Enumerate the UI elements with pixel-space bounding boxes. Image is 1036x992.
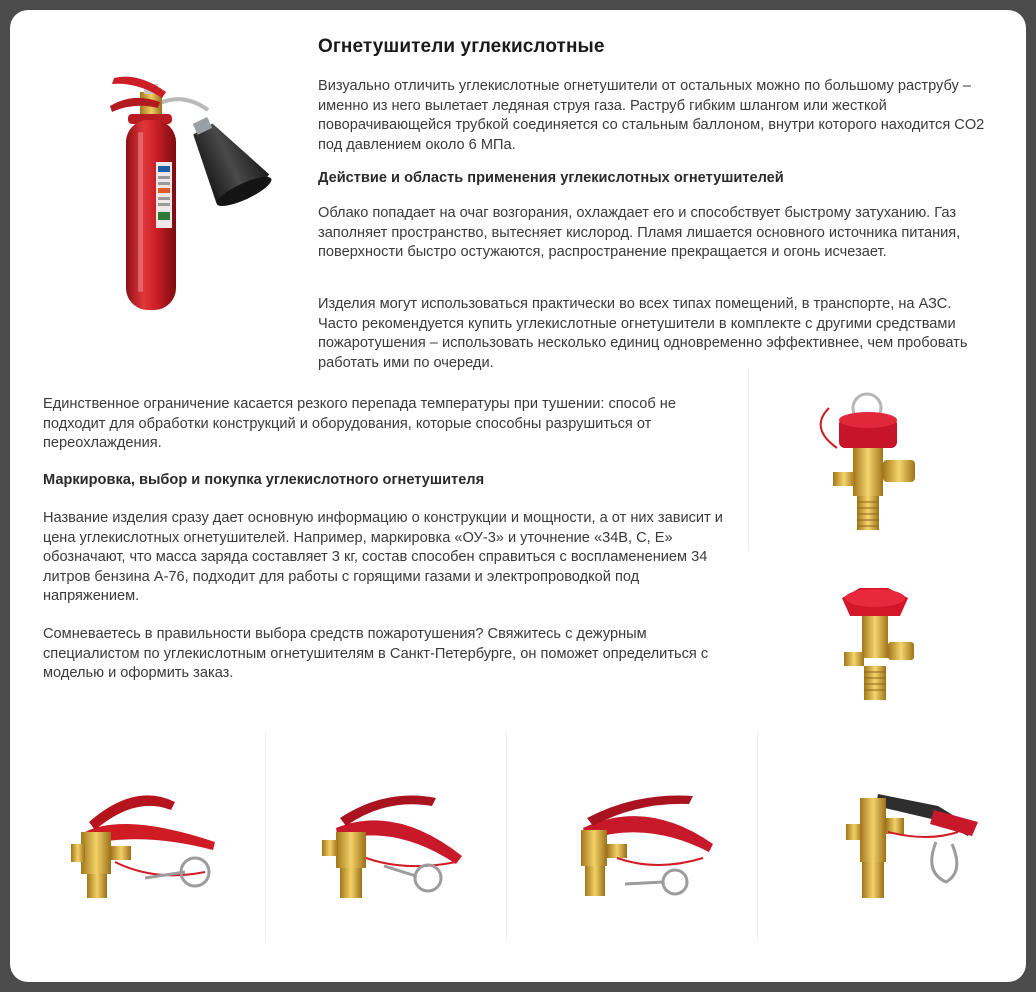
- page-title: Огнетушители углекислотные: [318, 36, 605, 57]
- co2-extinguisher-image: [88, 62, 278, 317]
- valve-image-red-cap: [748, 368, 999, 550]
- valve-image-red-knob: [800, 580, 950, 710]
- section1-paragraph-1: Облако попадает на очаг возгорания, охлаждает его и способствует быстрому затуханию. Газ заполняет пространство, вытесняет кислород. Пламя лишается основного источника питания, поверхности быстро остужаются, распространение прекращается и огонь исчезает.: [318, 205, 961, 261]
- section2-heading: Маркировка, выбор и покупка углекислотного огнетушителя: [43, 472, 485, 488]
- valve-lever-image-2: [266, 732, 506, 942]
- article-card: [10, 10, 1026, 982]
- section1-heading: Действие и область применения углекислотных огнетушителей: [318, 170, 784, 186]
- valve-lever-image-3: [517, 732, 757, 942]
- section2-paragraph-1: Название изделия сразу дает основную информацию о конструкции и мощности, а от них зависит и цена углекислотных огнетушителей. Например, маркировка «ОУ-3» и уточнение «34B, C, E» обозначают, что масса заряда составляет 3 кг, состав способен справиться с воспламенением 34 литров бензина А-76, подходит для работы с горящими газами и электропроводкой под напряжением.: [43, 510, 723, 605]
- section2-paragraph-2: Сомневаетесь в правильности выбора средств пожаротушения? Свяжитесь с дежурным специалистом по углекислотным огнетушителям в Санкт-Петербурге, он поможет определиться с моделью и оформить заказ.: [43, 626, 709, 682]
- valve-lever-image-4: [768, 732, 1008, 942]
- valve-lever-image-1: [25, 732, 265, 942]
- section1-paragraph-3: Единственное ограничение касается резкого перепада температуры при тушении: способ не подходит для обработки конструкций и оборудования, которые способны разрушиться от переохлаждения.: [43, 396, 676, 452]
- intro-paragraph: Визуально отличить углекислотные огнетушители от остальных можно по большому раструбу – именно из него вылетает ледяная струя газа. Раструб гибким шлангом или жесткой поворачивающейся трубкой соединяется со стальным баллоном, внутри которого находится CO2 под давлением около 6 МПа.: [318, 78, 985, 153]
- section1-paragraph-2: Изделия могут использоваться практически во всех типах помещений, в транспорте, на АЗС. Часто рекомендуется купить углекислотные огнетушители в комплекте с другими средствами пожаротушения – использовать несколько единиц одновременно эффективнее, чем пробовать работать ими по очереди.: [318, 296, 968, 371]
